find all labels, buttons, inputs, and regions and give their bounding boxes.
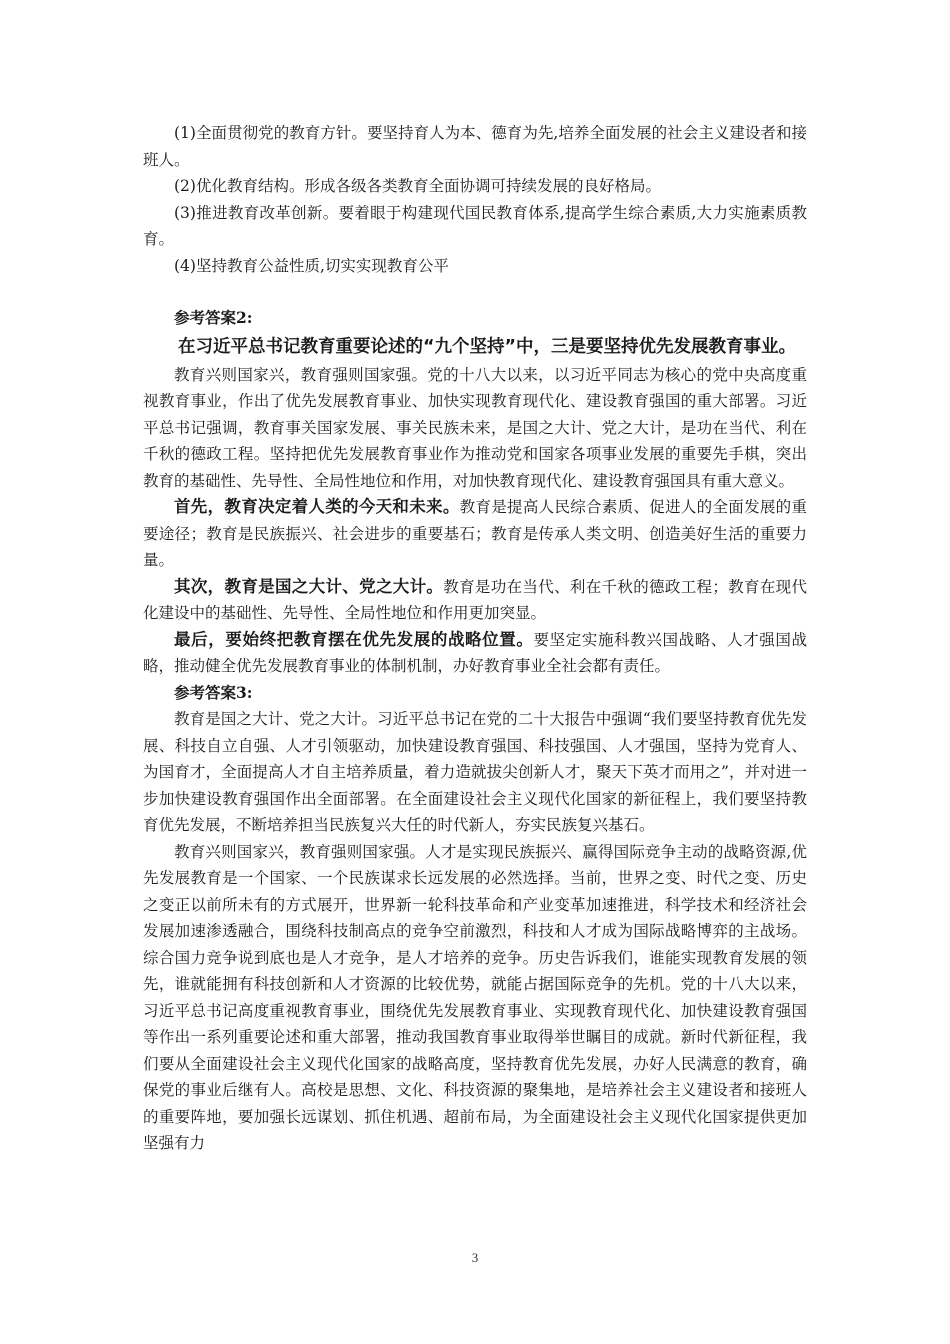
point3-text: 要坚定实施科教兴国战略、人才强国战略，推动健全优先发展教育事业的体制机制，办好教育事业全社会都有责任。 [143,630,807,675]
answer2-point2 [143,574,807,627]
answer3-label: 参考答案3: [174,682,253,702]
answer2-point3 [143,627,807,680]
answer3-para1: 教育是国之大计、党之大计。习近平总书记在党的二十大报告中强调“我们要坚持教育优先发展、科技自立自强、人才引领驱动，加快建设教育强国、科技强国、人才强国，坚持为党育人、为国育才，全面提高人才自主培养质量，着力造就拔尖创新人才，聚天下英才而用之”，并对进一步加快建设教育强国作出全面部署。在全面建设社会主义现代化国家的新征程上，我们要坚持教育优先发展，不断培养担当民族复兴大任的时代新人，夯实民族复兴基石。 [143,710,807,834]
point2-text: 教育是功在当代、利在千秋的德政工程；教育在现代化建设中的基础性、先导性、全局性地位和作用更加突显。 [143,577,807,622]
point1-text: 教育是提高人民综合素质、促进人的全面发展的重要途径；教育是民族振兴、社会进步的重要基石；教育是传承人类文明、创造美好生活的重要力量。 [143,498,807,569]
point3-lead: 最后，要始终把教育摆在优先发展的战略位置。 [174,629,534,649]
list-item-2: (2)优化教育结构。形成各级各类教育全面协调可持续发展的良好格局。 [174,177,661,195]
answer3-para2: 教育兴则国家兴，教育强则国家强。人才是实现民族振兴、赢得国际竞争主动的战略资源,优先发展教育是一个国家、一个民族谋求长远发展的必然选择。当前，世界之变、时代之变、历史之变正以前所未有的方式展开，世界新一轮科技革命和产业变革加速推进，科学技术和经济社会发展加速渗透融合，围绕科技制高点的竞争空前激烈，科技和人才成为国际战略博弈的主战场。综合国力竞争说到底也是人才竞争，是人才培养的竞争。历史告诉我们，谁能实现教育发展的领先，谁就能拥有科技创新和人才资源的比较优势，就能占据国际竞争的先机。党的十八大以来，习近平总书记高度重视教育事业，围绕优先发展教育事业、实现教育现代化、加快建设教育强国等作出一系列重要论述和重大部署，推动我国教育事业取得举世瞩目的成就。新时代新征程，我们要从全面建设社会主义现代化国家的战略高度，坚持教育优先发展，办好人民满意的教育，确保党的事业后继有人。高校是思想、文化、科技资源的聚集地，是培养社会主义建设者和接班人的重要阵地，要加强长远谋划、抓住机遇、超前布局，为全面建设社会主义现代化国家提供更加坚强有力 [143,842,807,1152]
answer2-label: 参考答案2: [174,308,253,327]
point1-lead: 首先，教育决定着人类的今天和未来。 [174,497,460,516]
section-gap [143,279,807,305]
page-number: 3 [471,1250,479,1265]
list-item-3: (3)推进教育改革创新。要着眼于构建现代国民教育体系,提高学生综合素质,大力实施素质教育。 [143,203,807,248]
answer2-intro: 教育兴则国家兴，教育强则国家强。党的十八大以来，以习近平同志为核心的党中央高度重视教育事业，作出了优先发展教育事业、加快实现教育现代化、建设教育强国的重大部署。习近平总书记强调，教育事关国家发展、事关民族未来，是国之大计、党之大计，是功在当代、利在千秋的德政工程。坚持把优先发展教育事业作为推动党和国家各项事业发展的重要先手棋，突出教育的基础性、先导性、全局性地位和作用，对加快教育现代化、建设教育强国具有重大意义。 [143,365,807,490]
point2-lead: 其次，教育是国之大计、党之大计。 [174,576,444,596]
answer2-heading: 在习近平总书记教育重要论述的“九个坚持”中，三是要坚持优先发展教育事业。 [178,336,797,357]
list-item-4: (4)坚持教育公益性质,切实实现教育公平 [174,256,449,275]
list-item-1: (1)全面贯彻党的教育方针。要坚持育人为本、德育为先,培养全面发展的社会主义建设者和接班人。 [143,124,807,169]
answer2-point1 [143,494,807,574]
page-content [143,120,807,1157]
